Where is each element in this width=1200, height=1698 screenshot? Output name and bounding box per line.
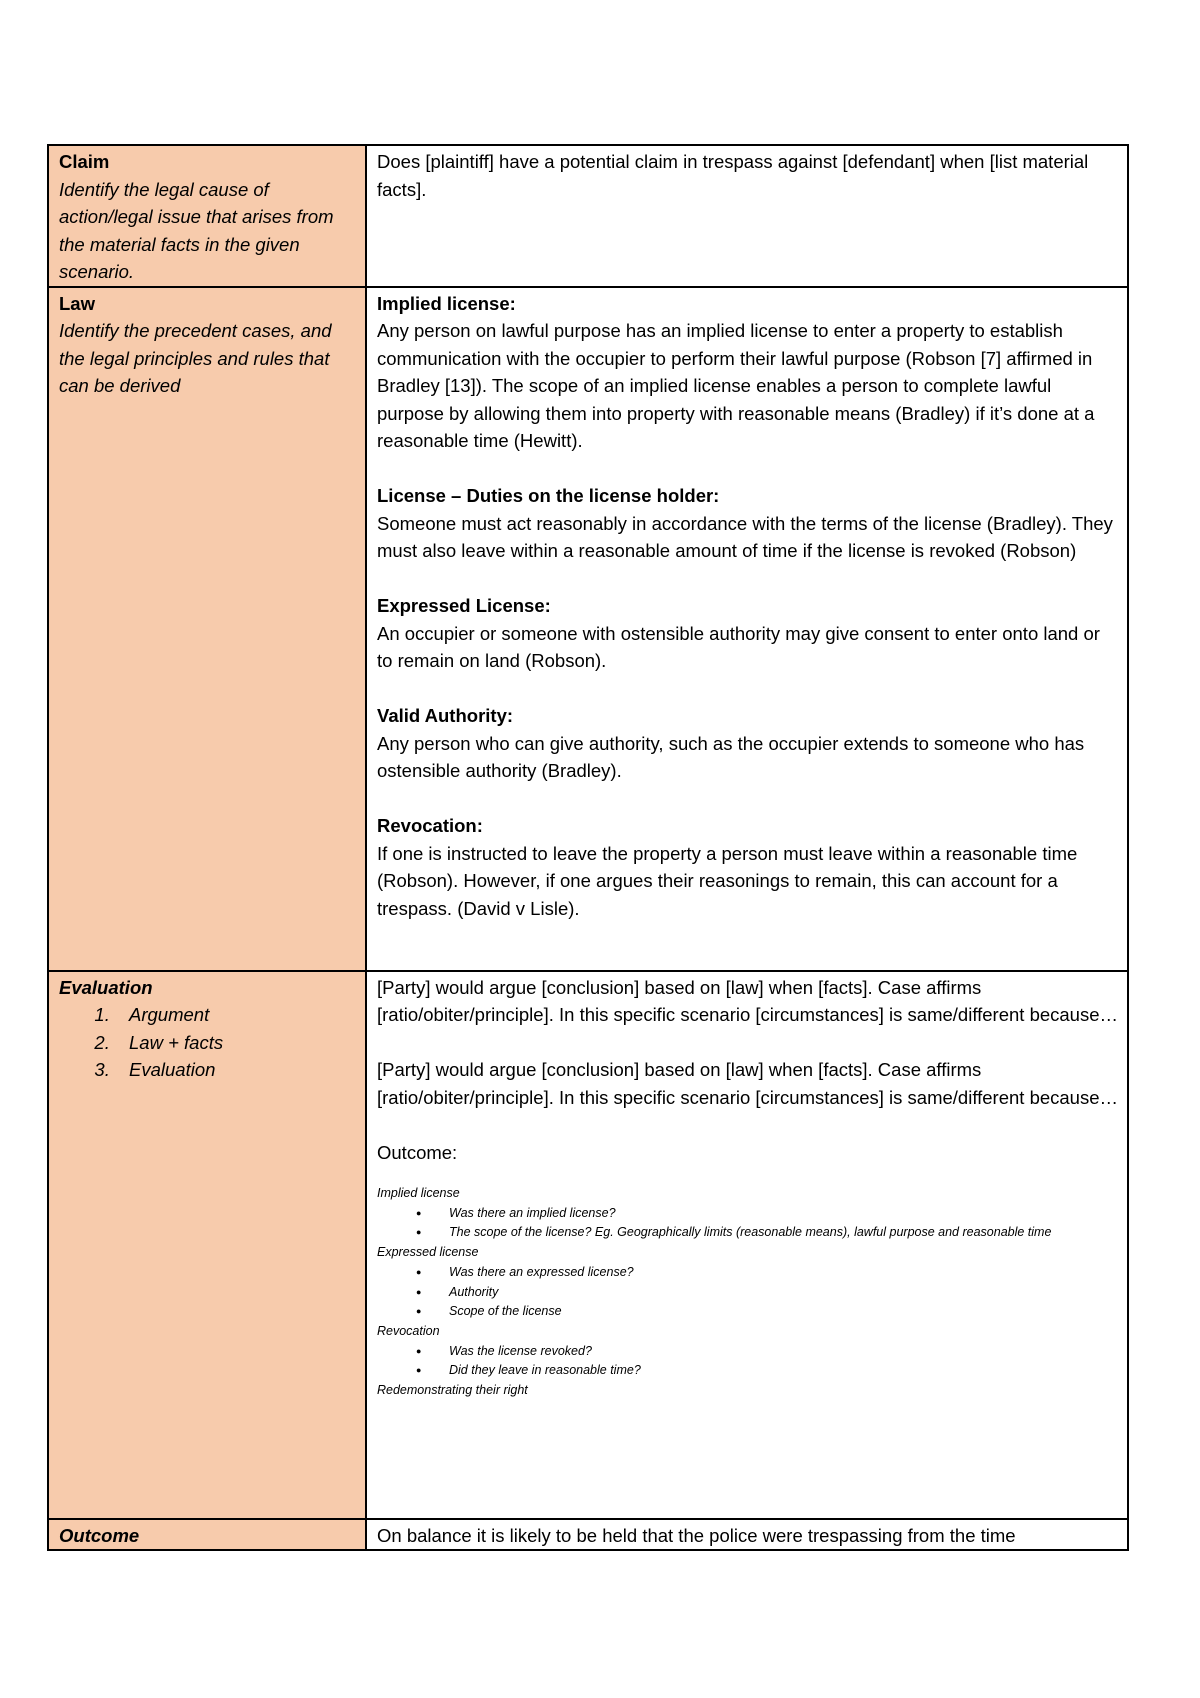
checklist-implied-list <box>377 1204 1119 1243</box>
checklist-heading: Implied license <box>377 1186 460 1200</box>
evaluation-outcome-label: Outcome: <box>377 1141 458 1163</box>
evaluation-content-cell <box>366 971 1128 1519</box>
checklist-item: ● Was there an implied license? <box>449 1204 1119 1224</box>
outcome-row <box>48 1519 1128 1551</box>
checklist-item: ● Was there an expressed license? <box>449 1263 1119 1283</box>
law-content-cell <box>366 287 1128 971</box>
evaluation-step: 3. Evaluation <box>115 1056 357 1084</box>
evaluation-label-cell <box>48 971 366 1519</box>
claim-content-cell <box>366 145 1128 287</box>
law-section-body: An occupier or someone with ostensible authority may give consent to enter onto land or to remain on land (Robson). <box>377 622 1100 671</box>
checklist-item: ● Did they leave in reasonable time? <box>449 1361 1119 1381</box>
checklist-item: ● Authority <box>449 1283 1119 1303</box>
law-label: Law <box>59 292 95 314</box>
law-section-heading: License – Duties on the license holder: <box>377 485 720 506</box>
law-section-heading: Revocation: <box>377 815 483 836</box>
law-label-cell <box>48 287 366 971</box>
law-section-body: If one is instructed to leave the property a person must leave within a reasonable time (Robson). However, if one argues their reasonings to remain, this can account for a trespass. (David v Lisle). <box>377 842 1078 919</box>
evaluation-steps <box>59 1001 357 1084</box>
checklist-heading: Expressed license <box>377 1245 479 1260</box>
claim-label: Claim <box>59 151 110 172</box>
claim-label-cell <box>48 145 366 287</box>
claim-content: Does [plaintiff] have a potential claim in trespass against [defendant] when [list material facts]. <box>377 151 1089 200</box>
checklist-expressed-list <box>377 1263 1119 1322</box>
law-section-revocation <box>377 812 1119 922</box>
law-section-implied <box>377 290 1119 455</box>
law-section-duties <box>377 482 1119 565</box>
law-section-heading: Implied license: <box>377 292 516 314</box>
claim-description: Identify the legal cause of action/legal issue that arises from the material facts in the given scenario. <box>59 178 334 282</box>
law-section-heading: Valid Authority: <box>377 705 514 726</box>
outcome-label-cell <box>48 1519 366 1551</box>
outcome-label: Outcome <box>59 1524 140 1546</box>
checklist-item: ● Was the license revoked? <box>449 1342 1119 1362</box>
law-description: Identify the precedent cases, and the legal principles and rules that can be derived <box>59 320 332 396</box>
law-section-body: Any person on lawful purpose has an implied license to enter a property to establish communication with the occupier to perform their lawful purpose (Robson [7] affirmed in Bradley [13]). The scope of an implied license enables a person to complete lawful purpose by allowing them into property with reasonable means (Bradley) if it’s done at a reasonable time (Hewitt). <box>377 320 1095 451</box>
checklist-item: ● The scope of the license? Eg. Geographically limits (reasonable means), lawful purpose and reasonable time <box>449 1223 1119 1243</box>
law-section-authority <box>377 702 1119 785</box>
irac-table <box>47 144 1129 1551</box>
law-row <box>48 287 1128 971</box>
law-section-body: Any person who can give authority, such as the occupier extends to someone who has ostensible authority (Bradley). <box>377 732 1085 781</box>
outcome-content: On balance it is likely to be held that the police were trespassing from the time <box>377 1524 1016 1546</box>
checklist-item: ● Scope of the license <box>449 1302 1119 1322</box>
evaluation-paragraph: [Party] would argue [conclusion] based on [law] when [facts]. Case affirms [ratio/obiter/principle]. In this specific scenario [circumstances] is same/different because… <box>377 976 1119 1025</box>
evaluation-row <box>48 971 1128 1519</box>
checklist-revocation-list <box>377 1342 1119 1381</box>
checklist-closing: Redemonstrating their right <box>377 1383 528 1398</box>
evaluation-paragraph: [Party] would argue [conclusion] based on [law] when [facts]. Case affirms [ratio/obiter/principle]. In this specific scenario [circumstances] is same/different because… <box>377 1059 1119 1108</box>
law-section-heading: Expressed License: <box>377 595 551 616</box>
law-section-body: Someone must act reasonably in accordance with the terms of the license (Bradley). They must also leave within a reasonable amount of time if the license is revoked (Robson) <box>377 512 1113 561</box>
outcome-content-cell <box>366 1519 1128 1551</box>
evaluation-label: Evaluation <box>59 976 153 998</box>
evaluation-step: 2. Law + facts <box>115 1029 357 1057</box>
checklist-heading: Revocation <box>377 1323 440 1338</box>
claim-row <box>48 145 1128 287</box>
evaluation-step: 1. Argument <box>115 1001 357 1029</box>
evaluation-checklist <box>377 1184 1119 1401</box>
law-section-expressed <box>377 592 1119 675</box>
